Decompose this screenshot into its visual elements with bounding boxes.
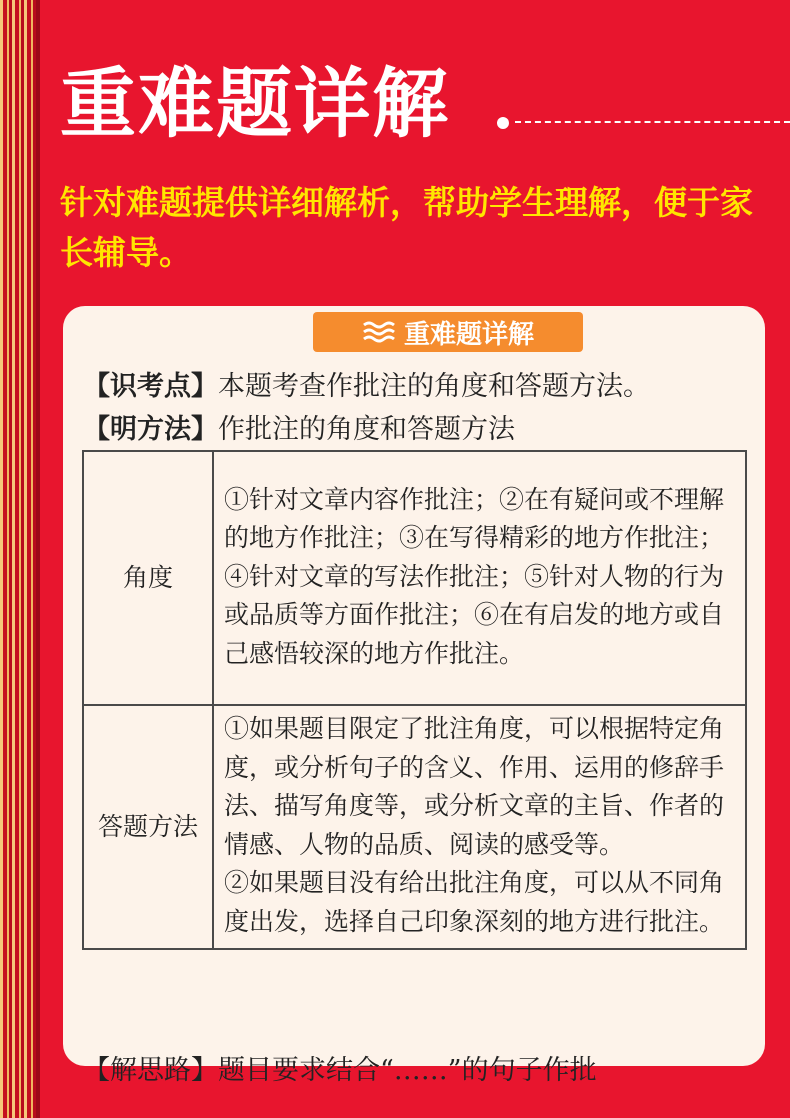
table-head-method: 答题方法 [83, 705, 213, 949]
title-dot [497, 117, 509, 129]
table-body-method [213, 705, 746, 949]
table-row [83, 705, 746, 949]
method-line [83, 407, 515, 446]
method-text: 作批注的角度和答题方法 [218, 414, 515, 445]
method-tag: 【明方法】 [83, 414, 218, 445]
sample-card [63, 306, 765, 1086]
decorative-ribbon [0, 0, 36, 1118]
point-tag: 【识考点】 [83, 371, 218, 402]
wave-lines-icon [362, 320, 396, 344]
table-head-angle: 角度 [83, 451, 213, 705]
page-title: 重难题详解 [60, 59, 450, 148]
title-dashed-line [515, 121, 790, 123]
card-badge [313, 312, 583, 352]
method-item-1: ①如果题目限定了批注角度，可以根据特定角度，或分析句子的含义、作用、运用的修辞手法、描写角度等，或分析文章的主旨、作者的情感、人物的品质、阅读的感受等。 [224, 714, 725, 859]
method-item-2: ②如果题目没有给出批注角度，可以从不同角度出发，选择自己印象深刻的地方进行批注。 [224, 868, 725, 936]
point-line [83, 364, 650, 403]
table-row [83, 451, 746, 705]
point-text: 本题考查作批注的角度和答题方法。 [218, 371, 650, 402]
card-badge-label: 重难题详解 [403, 319, 534, 350]
cut-off-line [63, 1048, 785, 1086]
cut-off-text: 【解思路】题目要求结合“……”的句子作批 [83, 1055, 597, 1086]
page-subtitle: 针对难题提供详细解析，帮助学生理解，便于家长辅导。 [60, 183, 753, 272]
table-body-angle: ①针对文章内容作批注；②在有疑问或不理解的地方作批注；③在写得精彩的地方作批注；④针对文章的写法作批注；⑤针对人物的行为或品质等方面作批注；⑥在有启发的地方或自己感悟较深的地方作批注。 [213, 451, 746, 705]
method-table [82, 450, 747, 950]
